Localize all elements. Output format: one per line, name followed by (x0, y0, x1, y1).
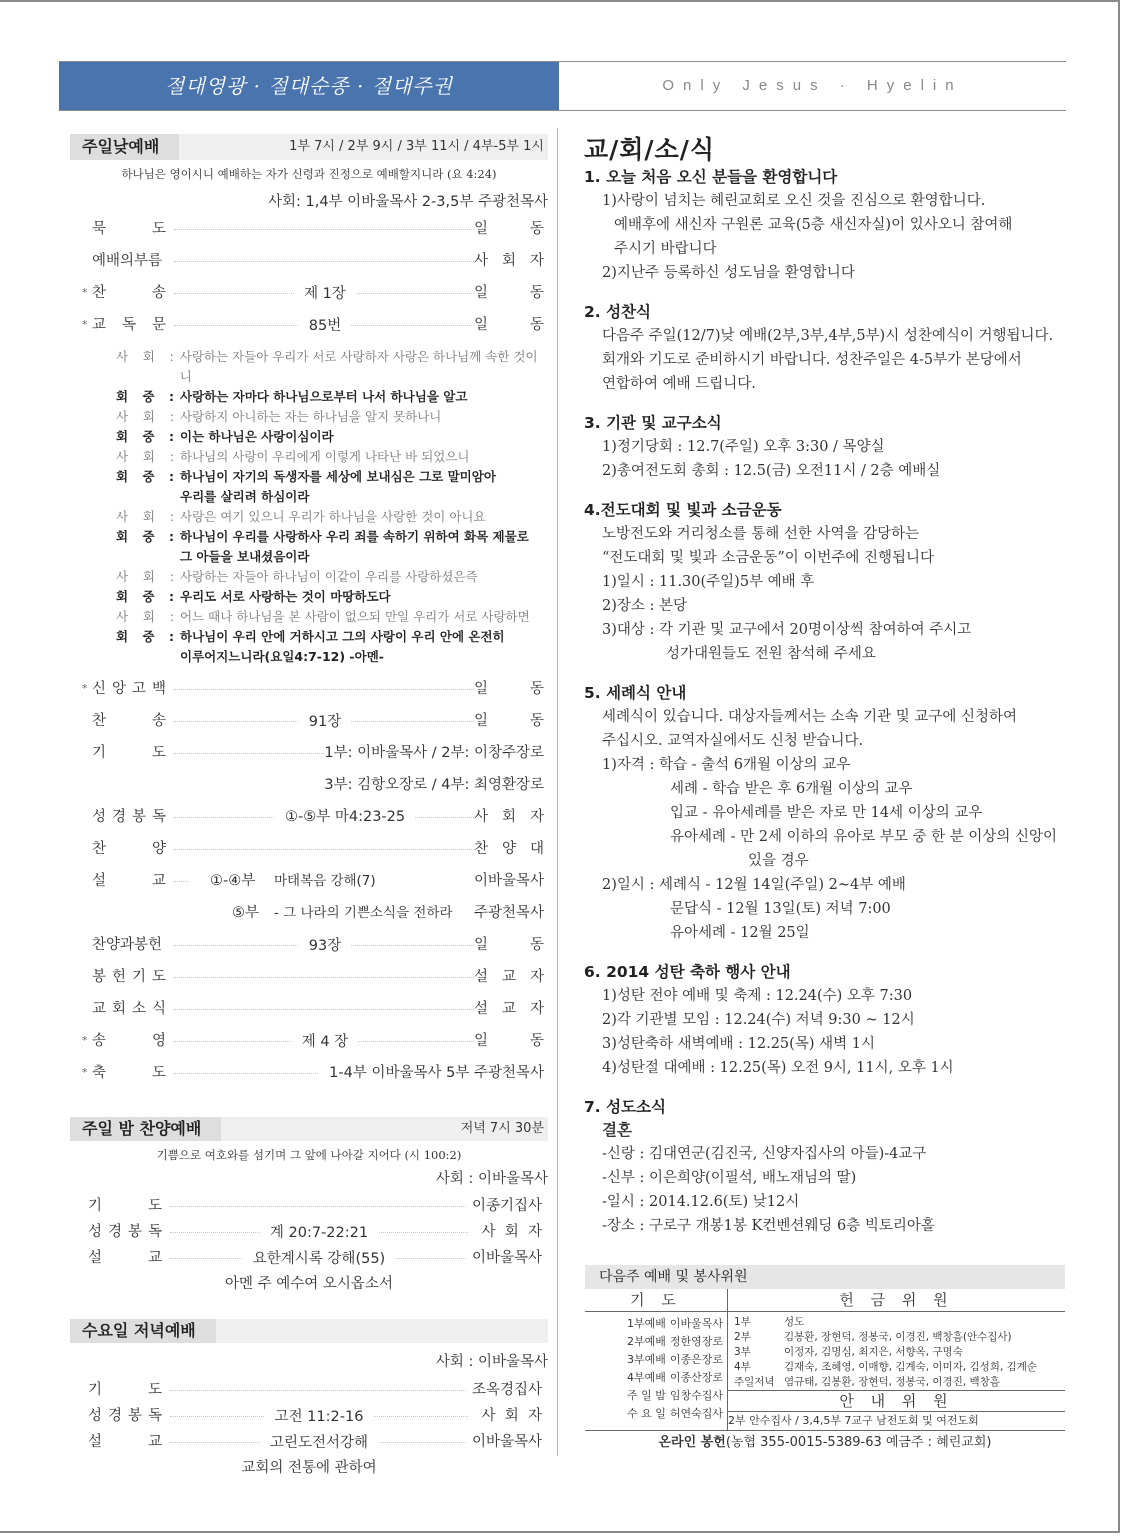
section-header-wednesday (70, 1319, 548, 1343)
item-label: 교 회 소 식 (92, 1001, 166, 1017)
online-offering (585, 1430, 1065, 1455)
responsive-line (116, 467, 548, 487)
responsive-text: 사랑하는 자들아 우리가 서로 사랑하자 사랑은 하나님께 속한 것이니 (179, 349, 538, 384)
item-label: 기 도 (88, 1198, 162, 1214)
prayer-leaders-line2: 3부: 김항오장로 / 4부: 최영환장로 (324, 769, 544, 801)
item-detail: 85번 (299, 310, 351, 342)
theme-verse: 하나님은 영이시니 예배하는 자가 신령과 진정으로 예배할지니라 (요 4:24) (121, 167, 497, 181)
responsive-text: 이루어지느니라(요일4:7-12) -아멘- (180, 649, 384, 664)
leader-dots (170, 1225, 468, 1241)
announcement-line: -신부 : 이은희양(이필석, 배노재님의 딸) (602, 1170, 857, 1186)
prayer-assignments (585, 1312, 728, 1431)
item-label: 설 교 (88, 1250, 162, 1266)
order-row-doxology (70, 1025, 548, 1057)
leader-dots (174, 1073, 318, 1074)
item-detail: 요한계시록 강해(55) (243, 1246, 395, 1272)
responsive-line (116, 387, 548, 407)
speaker: 사 회 : (116, 409, 174, 424)
bulletin-header (59, 61, 1066, 111)
offering-assignment: 주일저녁 염규태, 김봉환, 장현덕, 정봉국, 이경진, 백창흠 (734, 1376, 1000, 1388)
speaker: 회 중 : (116, 529, 174, 544)
item-leader: 일 동 (474, 277, 544, 309)
closing-prayer: 아멘 주 예수여 오시옵소서 (225, 1276, 393, 1292)
item-detail: 고전 11:2-16 (265, 1404, 374, 1430)
announcement-line: 예배후에 새신자 구원론 교육(5층 새신자실)이 있사오니 참여해 (614, 217, 1013, 233)
responsive-line (116, 607, 548, 627)
item-label: 묵 도 (92, 221, 166, 237)
serving-grid (585, 1289, 1065, 1430)
host-line: 사회 : 이바울목사 (435, 1354, 548, 1370)
standing-marker: * (82, 318, 88, 331)
item-label: 찬양과봉헌 (92, 937, 163, 953)
preacher: 주광천목사 (474, 897, 544, 929)
order-row-offering-prayer (70, 961, 548, 993)
item-leader: 일 동 (474, 213, 544, 245)
order-row-news (70, 993, 548, 1025)
announcement-line: 2)장소 : 본당 (602, 598, 688, 614)
responsive-line (116, 627, 548, 647)
serving-title: 다음주 예배 및 봉사위원 (585, 1265, 1065, 1289)
item-label: 봉 헌 기 도 (92, 969, 166, 985)
responsive-line (116, 507, 548, 527)
announcement-list (584, 166, 1066, 1238)
scripture-ref: ①-⑤부 마4:23-25 (275, 801, 415, 833)
speaker: 회 중 : (116, 429, 174, 444)
responsive-text: 하나님이 우리를 사랑하사 우리 죄를 속하기 위하여 화목 제물로 (180, 529, 529, 544)
announcement-line: 세례식이 있습니다. 대상자들께서는 소속 기관 및 교구에 신청하여 (602, 709, 1018, 725)
section-title: 주일 밤 찬양예배 (70, 1117, 221, 1141)
responsive-line (116, 447, 548, 467)
speaker: 회 중 : (116, 389, 174, 404)
usher-column-header: 안 내 위 원 (728, 1391, 1066, 1412)
announcement-line: -일시 : 2014.12.6(토) 낮12시 (602, 1194, 800, 1210)
responsive-line (116, 547, 548, 567)
standing-marker: * (82, 1034, 88, 1047)
announcement-item (584, 682, 1066, 945)
order-row (70, 1377, 548, 1403)
offering-assignment: 2부 김봉환, 장현덕, 정봉국, 이경진, 백창흠(안수집사) (734, 1331, 1012, 1343)
item-label: 예배의부름 (92, 253, 163, 269)
announcement-line: 연합하여 예배 드립니다. (602, 376, 756, 392)
announcement-line: 1)정기당회 : 12.7(주일) 오후 3:30 / 목양실 (602, 439, 885, 455)
sermon-subtitle: 교회의 전통에 관하여 (241, 1460, 377, 1476)
responsive-line (116, 587, 548, 607)
benediction-leaders: 1-4부 이바울목사 5부 주광천목사 (329, 1057, 544, 1089)
leader-dots (174, 849, 476, 850)
item-label: 교 독 문 (92, 317, 166, 333)
responsive-text: 하나님이 자기의 독생자를 세상에 보내심은 그로 말미암아 (180, 469, 496, 484)
speaker: 사 회 : (116, 449, 174, 464)
order-row (70, 213, 548, 245)
item-leader: 일 동 (474, 309, 544, 341)
leader-dots: 제 4 장 (174, 1041, 476, 1042)
responsive-line (116, 407, 548, 427)
responsive-line (116, 527, 548, 547)
leader-dots (170, 1206, 468, 1207)
announcement-line: 입교 - 유아세례를 받은 자로 만 14세 이상의 교우 (670, 805, 983, 821)
worship-order-column (70, 134, 548, 1481)
item-leader: 일 동 (474, 673, 544, 705)
item-label: 성 경 봉 독 (88, 1408, 162, 1424)
leader-dots (174, 286, 476, 302)
announcement-heading: 1. 오늘 처음 오신 분들을 환영합니다 (584, 168, 838, 186)
speaker: 회 중 : (116, 589, 174, 604)
order-row (70, 1429, 548, 1455)
item-leader: 조옥경집사 (466, 1377, 542, 1403)
offering-assignments (728, 1312, 1066, 1391)
item-label: 설 교 (88, 1434, 162, 1450)
order-row-hymn (70, 705, 548, 737)
speaker: 사 회 : (116, 609, 174, 624)
leader-dots (174, 1009, 476, 1010)
item-label: 신 앙 고 백 (92, 681, 166, 697)
announcement-heading: 2. 성찬식 (584, 303, 651, 321)
responsive-line (116, 427, 548, 447)
item-label: 송 영 (92, 1033, 166, 1049)
column-divider (557, 128, 558, 1456)
announcement-line: 4)성탄절 대예배 : 12.25(목) 오전 9시, 11시, 오후 1시 (602, 1060, 954, 1076)
responsive-text: 하나님의 사랑이 우리에게 이렇게 나타난 바 되었으니 (180, 449, 470, 464)
leader-dots (174, 689, 476, 690)
section-header-sunday-night (70, 1117, 548, 1141)
announcement-item (584, 961, 1066, 1080)
announcement-item (584, 166, 1066, 285)
item-leader: 이바울목사 (466, 1429, 542, 1455)
responsive-line (116, 647, 548, 667)
prayer-assignment: 3부예배 이종은장로 (626, 1353, 723, 1366)
announcement-heading: 4.전도대회 및 빛과 소금운동 (584, 501, 782, 519)
item-label: 찬 송 (92, 285, 166, 301)
announcement-line: 3)대상 : 각 기관 및 교구에서 20명이상씩 참여하여 주시고 (602, 622, 972, 638)
order-row-benediction (70, 1057, 548, 1089)
theme-verse: 기쁨으로 여호와를 섬기며 그 앞에 나아갈 지어다 (시 100:2) (156, 1148, 462, 1162)
item-leader: 이종기집사 (466, 1193, 542, 1219)
prayer-assignment: 수 요 일 허연숙집사 (626, 1407, 723, 1420)
section-title: 수요일 저녁예배 (70, 1319, 216, 1343)
wednesday-section (70, 1319, 548, 1481)
item-leader: 사 회 자 (474, 801, 544, 833)
responsive-line (116, 567, 548, 587)
announcement-line: 3)성탄축하 새벽예배 : 12.25(목) 새벽 1시 (602, 1036, 875, 1052)
announcement-item (584, 499, 1066, 666)
leader-dots (170, 1409, 468, 1425)
announcement-line: 1)자격 : 학습 - 출석 6개월 이상의 교우 (602, 757, 851, 773)
order-row-sermon-cont (70, 897, 548, 929)
announcement-heading: 5. 세례식 안내 (584, 684, 687, 702)
item-label: 설 교 (92, 873, 166, 889)
order-row-reading (70, 801, 548, 833)
section-title: 주일낮예배 (70, 134, 179, 160)
item-leader: 설 교 자 (474, 961, 544, 993)
responsive-text: 사랑하는 자마다 하나님으로부터 나서 하나님을 알고 (180, 389, 468, 404)
sermon-services: ⑤부 (232, 905, 260, 921)
order-row (70, 245, 548, 277)
tagline: Only Jesus · Hyelin (662, 77, 963, 94)
announcements-column (584, 130, 1066, 1254)
order-row-prayer-cont (70, 769, 548, 801)
order-row (70, 1219, 548, 1245)
order-row (70, 309, 548, 341)
announcement-line: 문답식 - 12월 13일(토) 저녁 7:00 (670, 901, 891, 917)
item-leader: 일 동 (474, 1025, 544, 1057)
order-of-service-top (70, 213, 548, 341)
announcement-line: -신랑 : 김대연군(김진국, 신양자집사의 아들)-4교구 (602, 1146, 927, 1162)
announcement-heading: 7. 성도소식 (584, 1098, 666, 1116)
prayer-assignment: 2부예배 정한영장로 (626, 1335, 723, 1348)
responsive-text: 우리도 서로 사랑하는 것이 마땅하도다 (180, 589, 391, 604)
order-row-sermon (70, 865, 548, 897)
announcement-line: 회개와 기도로 준비하시기 바랍니다. 성찬주일은 4-5부가 본당에서 (602, 352, 1022, 368)
item-label: 기 도 (88, 1382, 162, 1398)
announcement-subheading: 결혼 (602, 1121, 632, 1139)
leader-dots (170, 1435, 468, 1451)
item-detail: 제 1장 (294, 278, 356, 310)
responsive-text: 사랑은 여기 있으니 우리가 하나님을 사랑한 것이 아니요 (180, 509, 486, 524)
item-label: 성 경 봉 독 (92, 809, 166, 825)
item-leader: 찬 양 대 (474, 833, 544, 865)
section-header-sunday-day (70, 134, 548, 160)
standing-marker: * (82, 286, 88, 299)
item-leader: 일 동 (474, 705, 544, 737)
host-line: 사회: 1,4부 이바울목사 2-3,5부 주광천목사 (268, 194, 548, 210)
responsive-text: 사랑하는 자들아 하나님이 이같이 우리를 사랑하셨은즉 (180, 569, 478, 584)
announcement-heading: 6. 2014 성탄 축하 행사 안내 (584, 963, 791, 981)
announcement-line: 있을 경우 (748, 853, 809, 869)
leader-dots (170, 1251, 468, 1267)
prayer-assignment: 1부예배 이바울목사 (626, 1317, 723, 1330)
prayer-leaders-line1: 1부: 이바울목사 / 2부: 이창주장로 (324, 737, 544, 769)
order-row (70, 277, 548, 309)
offering-assignment: 3부 이정자, 김명심, 최지은, 서향옥, 구명숙 (734, 1346, 963, 1358)
announcement-line: 2)지난주 등록하신 성도님을 환영합니다 (602, 265, 855, 281)
speaker: 회 중 : (116, 469, 174, 484)
order-row-creed (70, 673, 548, 705)
item-leader: 설 교 자 (474, 993, 544, 1025)
speaker: 사 회 : (116, 569, 174, 584)
announcement-line: 1)사랑이 넘치는 혜린교회로 오신 것을 진심으로 환영합니다. (602, 193, 986, 209)
order-row (70, 1245, 548, 1271)
announcement-item (584, 301, 1066, 396)
leader-dots (174, 753, 328, 754)
announcement-line: 세례 - 학습 받은 후 6개월 이상의 교우 (670, 781, 913, 797)
announcement-line: 주십시오. 교역자실에서도 신청 받습니다. (602, 733, 864, 749)
leader-dots (174, 229, 476, 230)
order-row-prayer (70, 737, 548, 769)
offering-column-header: 헌 금 위 원 (728, 1289, 1066, 1312)
speaker: 사 회 : (116, 509, 174, 524)
item-label: 성 경 봉 독 (88, 1224, 162, 1240)
leader-dots (174, 977, 476, 978)
standing-marker: * (82, 1066, 88, 1079)
item-leader: 이바울목사 (466, 1245, 542, 1271)
announcement-line: 유아세례 - 만 2세 이하의 유아로 부모 중 한 분 이상의 신앙이 (670, 829, 1057, 845)
order-row-offering (70, 929, 548, 961)
responsive-line (116, 487, 548, 507)
announcement-line: 2)각 기관별 모임 : 12.24(수) 저녁 9:30 ~ 12시 (602, 1012, 915, 1028)
announcement-line: 노방전도와 거리청소를 통해 선한 사역을 감당하는 (602, 526, 920, 542)
responsive-text: 그 아들을 보내셨음이라 (180, 549, 310, 564)
prayer-column-header: 기 도 (585, 1289, 728, 1312)
service-time: 저녁 7시 30분 (460, 1121, 544, 1136)
item-label: 축 도 (92, 1065, 166, 1081)
leader-dots (174, 261, 476, 262)
item-leader: 사 회 자 (476, 1219, 542, 1245)
leader-dots (170, 1390, 468, 1391)
responsive-line (116, 347, 548, 387)
prayer-assignment: 4부예배 이종산장로 (626, 1371, 723, 1384)
item-leader: 사 회 자 (476, 1403, 542, 1429)
announcement-line: “전도대회 및 빛과 소금운동”이 이번주에 진행됩니다 (602, 550, 935, 566)
online-offering-label: 온라인 봉헌 (658, 1435, 726, 1450)
announcement-line: -장소 : 구로구 개봉1봉 K컨벤션웨딩 6층 빅토리아홀 (602, 1218, 935, 1234)
serving-committee-table (585, 1265, 1065, 1455)
usher-assignments: 2부 안수집사 / 3,4,5부 7교구 남전도회 및 여전도회 (728, 1414, 979, 1427)
leader-dots (174, 881, 188, 882)
announcement-heading: 3. 기관 및 교구소식 (584, 414, 722, 432)
sunday-night-section (70, 1117, 548, 1297)
bank-account-info: (농협 355-0015-5389-63 예금주 : 혜린교회) (725, 1435, 992, 1450)
item-detail: 고린도전서강해 (260, 1430, 378, 1456)
responsive-text: 이는 하나님은 사랑이심이라 (180, 429, 334, 444)
item-detail: 계 20:7-22:21 (260, 1220, 378, 1246)
item-label: 찬 송 (92, 713, 166, 729)
sermon-services: ①-④부 (210, 873, 256, 889)
responsive-text: 하나님이 우리 안에 거하시고 그의 사랑이 우리 안에 온전히 (180, 629, 505, 644)
announcement-line: 다음주 주일(12/7)낮 예배(2부,3부,4부,5부)시 성찬예식이 거행됩니다. (602, 328, 1054, 344)
responsive-text: 우리를 살리려 하심이라 (180, 489, 310, 504)
announcement-line: 2)총여전도회 총회 : 12.5(금) 오전11시 / 2층 예배실 (602, 463, 941, 479)
item-label: 찬 양 (92, 841, 166, 857)
announcement-line: 1)성탄 전야 예배 및 축제 : 12.24(수) 오후 7:30 (602, 988, 913, 1004)
service-times: 1부 7시 / 2부 9시 / 3부 11시 / 4부-5부 1시 (289, 139, 544, 154)
offering-assignment: 1부 성도 (734, 1316, 805, 1328)
announcement-line: 2)일시 : 세례식 - 12월 14일(주일) 2~4부 예배 (602, 877, 906, 893)
prayer-assignment: 주 일 밤 임창수집사 (626, 1389, 723, 1402)
speaker: 회 중 : (116, 629, 174, 644)
announcement-item (584, 412, 1066, 483)
host-line: 사회 : 이바울목사 (435, 1171, 548, 1187)
announcement-line: 주시기 바랍니다 (614, 241, 717, 257)
offering-assignment: 4부 김재숙, 조혜영, 이매향, 김계숙, 이미자, 김성희, 김계순 (734, 1361, 1038, 1373)
sunday-night-order (70, 1193, 548, 1271)
leader-dots: 93장 (174, 945, 476, 946)
announcement-line: 성가대원들도 전원 참석해 주세요 (666, 646, 876, 662)
leader-dots (174, 318, 476, 334)
order-row-anthem (70, 833, 548, 865)
standing-marker: * (82, 682, 88, 695)
sermon-title: 마태복음 강해(7) (274, 873, 376, 889)
leader-dots: 91장 (174, 721, 476, 722)
motto-banner: 절대영광 · 절대순종 · 절대주권 (59, 62, 559, 110)
item-label: 기 도 (92, 745, 166, 761)
order-of-service-bottom (70, 673, 548, 1089)
responsive-text: 사랑하지 아니하는 자는 하나님을 알지 못하나니 (180, 409, 442, 424)
announcement-line: 유아세례 - 12월 25일 (670, 925, 810, 941)
preacher: 이바울목사 (474, 865, 544, 897)
announcements-title: 교/회/소/식 (584, 135, 715, 164)
responsive-reading (116, 347, 548, 667)
order-row (70, 1193, 548, 1219)
responsive-text: 어느 때나 하나님을 본 사람이 없으되 만일 우리가 서로 사랑하면 (180, 609, 530, 624)
announcement-line: 1)일시 : 11.30(주일)5부 예배 후 (602, 574, 815, 590)
speaker: 사 회 : (116, 349, 174, 364)
announcement-item (584, 1096, 1066, 1238)
item-leader: 사 회 자 (474, 245, 544, 277)
wednesday-order (70, 1377, 548, 1455)
sermon-title: - 그 나라의 기쁜소식을 전하라 (274, 905, 453, 921)
order-row (70, 1403, 548, 1429)
item-leader: 일 동 (474, 929, 544, 961)
